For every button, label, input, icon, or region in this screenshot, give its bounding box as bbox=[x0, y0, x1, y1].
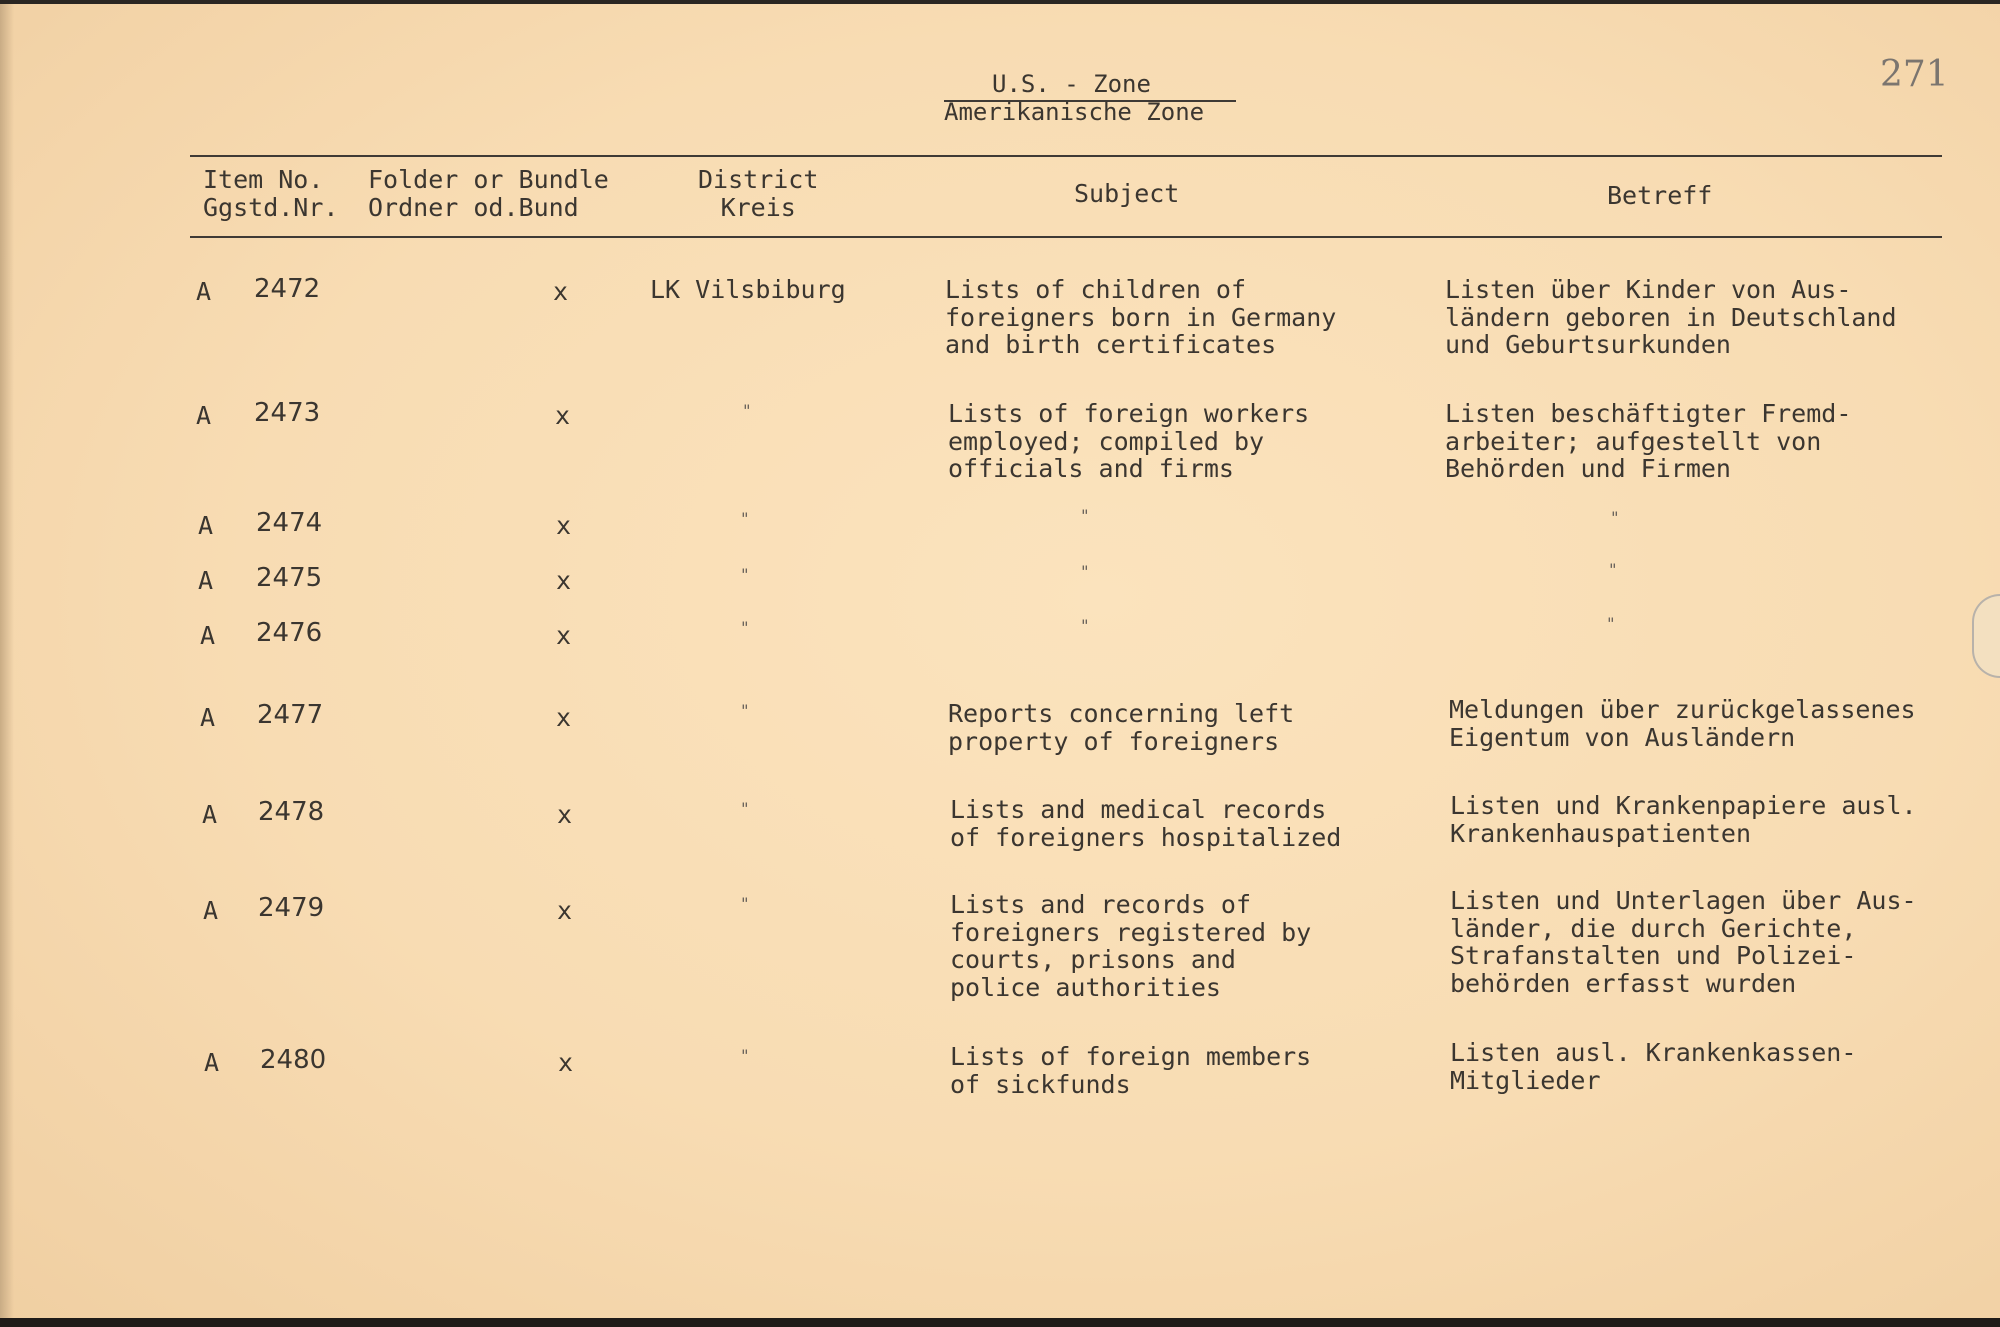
item-prefix: A bbox=[200, 703, 216, 732]
bundle-mark: x bbox=[556, 703, 572, 732]
bundle-mark: x bbox=[556, 511, 572, 540]
district-ditto: " bbox=[740, 701, 750, 720]
item-number: 2477 bbox=[257, 700, 324, 730]
subject-cell: Lists of children of foreigners born in Germany and birth certificates bbox=[945, 275, 1337, 359]
district-ditto: " bbox=[740, 1046, 750, 1065]
betreff-cell: Listen und Unterlagen über Aus- länder, die durch Gerichte, Strafanstalten und Polizei- behörden erfasst wurden bbox=[1450, 886, 1917, 998]
subject-ditto: " bbox=[1080, 562, 1090, 581]
betreff-cell: Listen beschäftigter Fremd- arbeiter; aufgestellt von Behörden und Firmen bbox=[1445, 399, 1852, 483]
zone-title: U.S. - Zone bbox=[992, 70, 1151, 98]
bundle-mark: x bbox=[556, 566, 572, 595]
item-number: 2474 bbox=[256, 508, 323, 538]
district-ditto: " bbox=[740, 894, 750, 913]
item-number: 2478 bbox=[258, 797, 325, 827]
betreff-ditto: " bbox=[1610, 508, 1620, 527]
betreff-ditto: " bbox=[1606, 614, 1616, 633]
betreff-cell: Listen und Krankenpapiere ausl. Krankenhauspatienten bbox=[1450, 791, 1917, 848]
bundle-mark: x bbox=[556, 621, 572, 650]
item-number: 2472 bbox=[254, 274, 321, 304]
item-prefix: A bbox=[204, 1048, 220, 1077]
bundle-mark: x bbox=[557, 896, 573, 925]
col-header-district: District Kreis bbox=[698, 165, 819, 222]
page-number: 271 bbox=[1880, 54, 1949, 95]
item-number: 2475 bbox=[256, 563, 323, 593]
bundle-mark: x bbox=[557, 800, 573, 829]
item-prefix: A bbox=[198, 566, 214, 595]
bundle-mark: x bbox=[558, 1048, 574, 1077]
district-ditto: " bbox=[740, 509, 750, 528]
bundle-mark: x bbox=[553, 277, 569, 306]
district-ditto: " bbox=[740, 799, 750, 818]
item-prefix: A bbox=[196, 277, 212, 306]
item-number: 2476 bbox=[256, 618, 323, 648]
page-tab-marker bbox=[1972, 594, 2000, 678]
subject-cell: Reports concerning left property of foreigners bbox=[948, 699, 1295, 756]
subject-cell: Lists and records of foreigners registered by courts, prisons and police authorities bbox=[950, 890, 1312, 1002]
subject-cell: Lists of foreign members of sickfunds bbox=[950, 1042, 1312, 1099]
betreff-cell: Meldungen über zurückgelassenes Eigentum von Ausländern bbox=[1449, 695, 1916, 752]
header-bottom-rule bbox=[190, 236, 1942, 238]
item-number: 2473 bbox=[254, 398, 321, 428]
betreff-cell: Listen ausl. Krankenkassen- Mitglieder bbox=[1450, 1038, 1857, 1095]
zone-subtitle: Amerikanische Zone bbox=[944, 98, 1205, 126]
district-ditto: " bbox=[740, 565, 750, 584]
item-number: 2480 bbox=[260, 1045, 327, 1075]
subject-cell: Lists and medical records of foreigners hospitalized bbox=[950, 795, 1342, 852]
district-ditto: " bbox=[742, 401, 752, 420]
col-header-item: Item No. Ggstd.Nr. bbox=[203, 165, 339, 222]
item-prefix: A bbox=[198, 511, 214, 540]
subject-ditto: " bbox=[1080, 616, 1090, 635]
col-header-folder: Folder or Bundle Ordner od.Bund bbox=[368, 165, 609, 222]
item-number: 2479 bbox=[258, 893, 325, 923]
subject-cell: Lists of foreign workers employed; compiled by officials and firms bbox=[948, 399, 1310, 483]
page-bottom-edge bbox=[0, 1318, 2000, 1327]
document-page bbox=[0, 4, 2000, 1322]
col-header-betreff: Betreff bbox=[1607, 181, 1713, 210]
col-header-subject: Subject bbox=[1074, 179, 1180, 208]
subject-ditto: " bbox=[1080, 506, 1090, 525]
district-ditto: " bbox=[740, 618, 750, 637]
item-prefix: A bbox=[203, 896, 219, 925]
bundle-mark: x bbox=[555, 401, 571, 430]
item-prefix: A bbox=[202, 800, 218, 829]
betreff-ditto: " bbox=[1608, 560, 1618, 579]
item-prefix: A bbox=[196, 401, 212, 430]
header-top-rule bbox=[190, 155, 1942, 157]
betreff-cell: Listen über Kinder von Aus- ländern geboren in Deutschland und Geburtsurkunden bbox=[1445, 275, 1897, 359]
item-prefix: A bbox=[200, 621, 216, 650]
district-cell: LK Vilsbiburg bbox=[650, 275, 846, 304]
